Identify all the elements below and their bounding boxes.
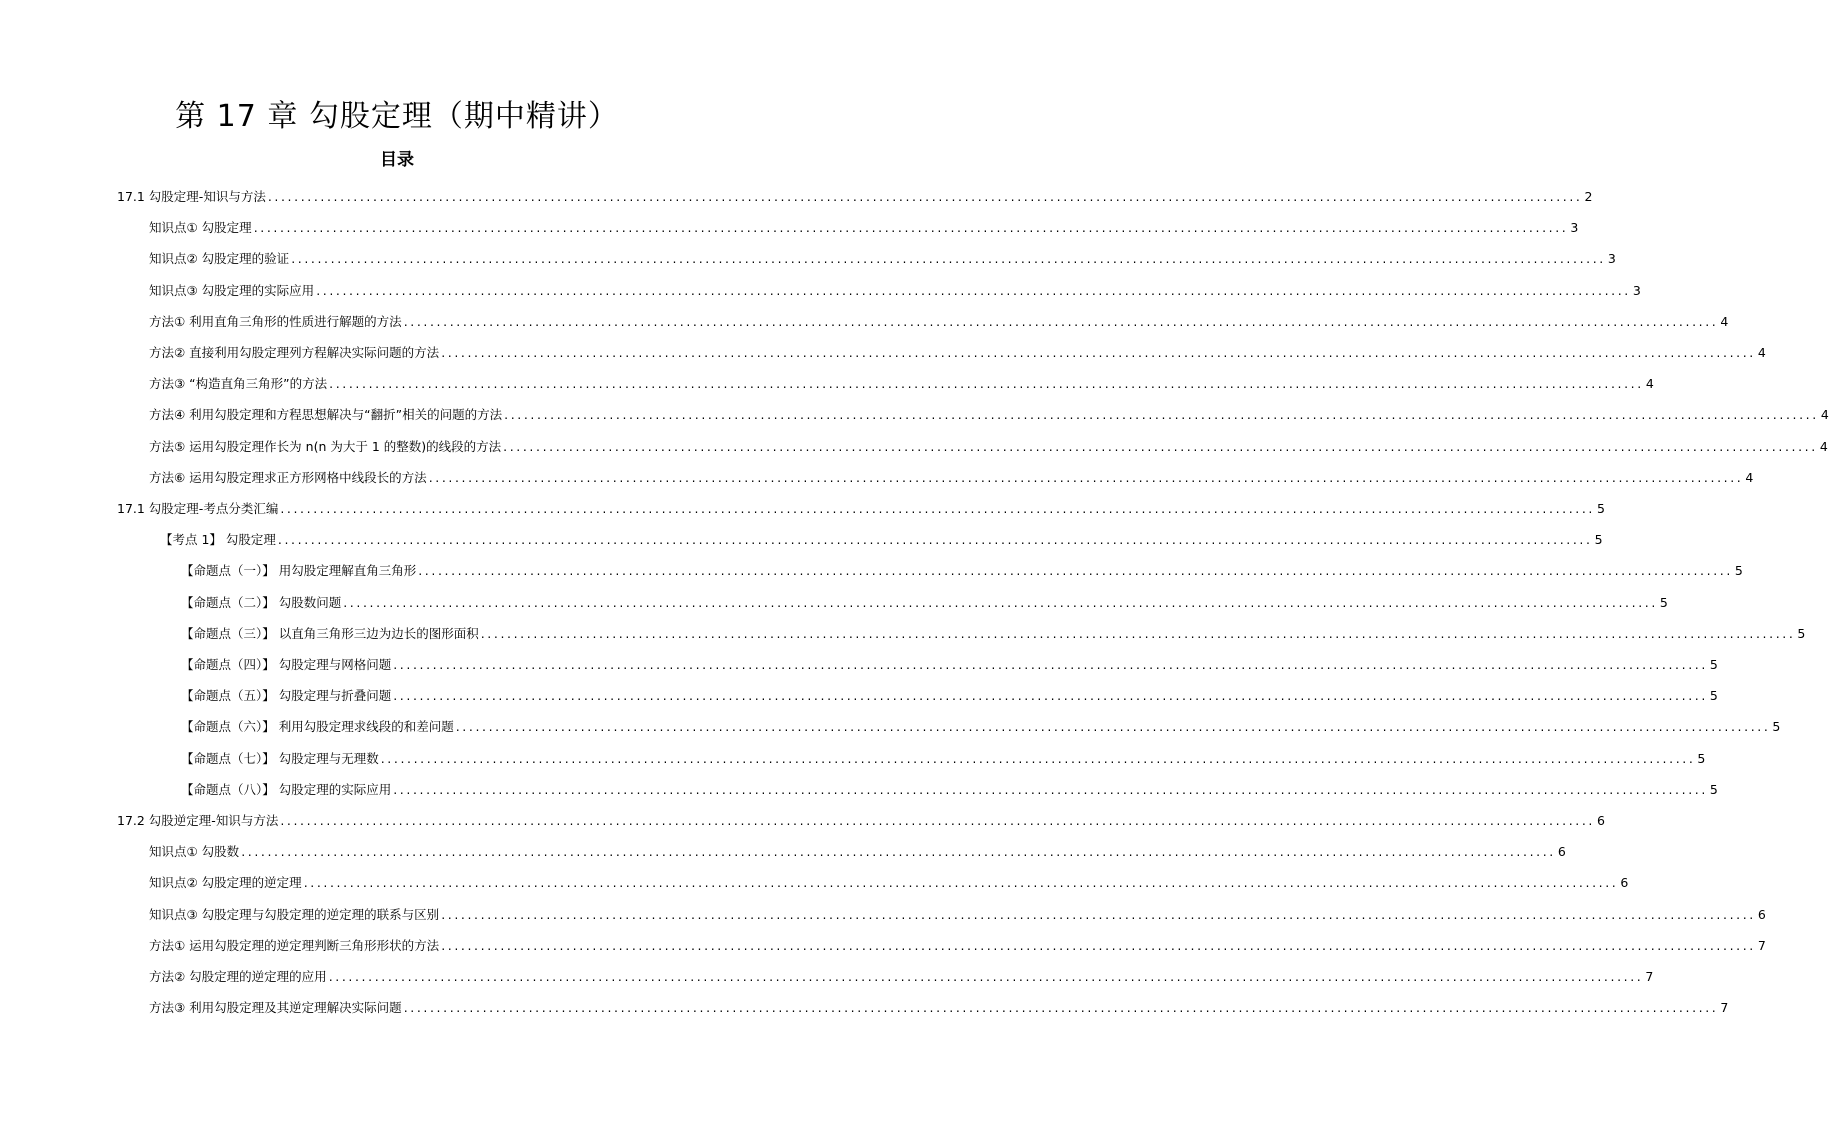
toc-entry-page-number: 5 xyxy=(1709,781,1718,797)
toc-leader-dots: ........................................................................................................................................................................................................ xyxy=(241,844,1556,860)
toc-leader-dots: ........................................................................................................................................................................................................ xyxy=(316,282,1631,298)
toc-leader-dots: ........................................................................................................................................................................................................ xyxy=(418,563,1733,579)
toc-leader-dots: ........................................................................................................................................................................................................ xyxy=(503,438,1818,454)
toc-entry-page-number: 4 xyxy=(1720,313,1729,329)
toc-entry-page-number: 5 xyxy=(1734,563,1743,579)
toc-entry-page-number: 6 xyxy=(1757,906,1766,922)
toc-entry-page-number: 4 xyxy=(1820,407,1829,423)
toc-entry[interactable] xyxy=(149,276,1641,300)
toc-entry[interactable] xyxy=(149,463,1754,487)
toc-entry-page-number: 5 xyxy=(1797,625,1806,641)
toc-entry-label: 知识点③ 勾股定理与勾股定理的逆定理的联系与区别 xyxy=(149,906,440,922)
toc-entry-label: 方法③ “构造直角三角形”的方法 xyxy=(149,376,328,392)
toc-entry-page-number: 5 xyxy=(1709,688,1718,704)
toc-entry[interactable] xyxy=(149,837,1566,861)
toc-entry-page-number: 7 xyxy=(1720,1000,1729,1016)
toc-entry-label: 17.2 勾股逆定理-知识与方法 xyxy=(117,813,279,828)
toc-entry[interactable] xyxy=(149,307,1729,331)
toc-entry-page-number: 5 xyxy=(1709,657,1718,672)
toc-entry-label: 【命题点（一）】 用勾股定理解直角三角形 xyxy=(181,563,417,579)
toc-entry-page-number: 7 xyxy=(1645,969,1654,984)
toc-entry-label: 【命题点（三）】 以直角三角形三边为边长的图形面积 xyxy=(181,625,479,641)
toc-entry[interactable] xyxy=(149,962,1654,986)
toc-entry-label: 方法⑤ 运用勾股定理作长为 n(n 为大于 1 的整数)的线段的方法 xyxy=(149,438,502,454)
toc-leader-dots: ........................................................................................................................................................................................................ xyxy=(267,189,1583,204)
toc-leader-dots: ........................................................................................................................................................................................................ xyxy=(291,251,1606,267)
toc-entry[interactable] xyxy=(149,432,1828,456)
toc-entry-page-number: 3 xyxy=(1570,220,1579,236)
toc-entry-page-number: 5 xyxy=(1659,594,1668,610)
toc-entry[interactable] xyxy=(181,712,1781,736)
toc-entry-label: 方法② 直接利用勾股定理列方程解决实际问题的方法 xyxy=(149,345,440,360)
toc-entry[interactable] xyxy=(149,931,1766,955)
toc-entry-label: 【命题点（二）】 勾股数问题 xyxy=(181,594,342,610)
toc-entry[interactable] xyxy=(181,556,1743,580)
toc-entry-page-number: 6 xyxy=(1620,875,1629,891)
toc-entry-label: 知识点② 勾股定理的验证 xyxy=(149,251,290,267)
toc-entry-label: 【命题点（四）】 勾股定理与网格问题 xyxy=(181,657,392,672)
toc-entry-page-number: 5 xyxy=(1594,532,1603,548)
toc-entry[interactable] xyxy=(117,494,1605,518)
toc-leader-dots: ........................................................................................................................................................................................................ xyxy=(393,781,1708,797)
toc-entry[interactable] xyxy=(117,806,1605,830)
toc-leader-dots: ........................................................................................................................................................................................................ xyxy=(441,345,1756,360)
toc-leader-dots: ........................................................................................................................................................................................................ xyxy=(280,501,1596,516)
toc-entry-label: 【命题点（七）】 勾股定理与无理数 xyxy=(181,750,379,766)
toc-entry-label: 知识点① 勾股定理 xyxy=(149,220,252,236)
toc-leader-dots: ........................................................................................................................................................................................................ xyxy=(343,594,1658,610)
toc-leader-dots: ........................................................................................................................................................................................................ xyxy=(277,532,1593,548)
toc-leader-dots: ........................................................................................................................................................................................................ xyxy=(441,906,1756,922)
toc-entry-label: 知识点③ 勾股定理的实际应用 xyxy=(149,282,315,298)
toc-leader-dots: ........................................................................................................................................................................................................ xyxy=(329,376,1644,392)
toc-entry[interactable] xyxy=(149,369,1654,393)
toc-entry[interactable] xyxy=(149,868,1629,892)
toc-leader-dots: ........................................................................................................................................................................................................ xyxy=(253,220,1569,236)
toc-leader-dots: ........................................................................................................................................................................................................ xyxy=(380,750,1696,766)
toc-entry-page-number: 7 xyxy=(1757,937,1766,953)
toc-entry-label: 方法⑥ 运用勾股定理求正方形网格中线段长的方法 xyxy=(149,469,427,485)
toc-entry-page-number: 5 xyxy=(1697,750,1706,766)
toc-entry[interactable] xyxy=(149,244,1616,268)
toc-entry-page-number: 2 xyxy=(1584,189,1593,204)
toc-entry-label: 方法① 运用勾股定理的逆定理判断三角形形状的方法 xyxy=(149,937,440,953)
toc-entry[interactable] xyxy=(181,588,1668,612)
toc-leader-dots: ........................................................................................................................................................................................................ xyxy=(441,937,1756,953)
toc-entry[interactable] xyxy=(117,182,1593,206)
toc-entry-page-number: 5 xyxy=(1597,501,1605,516)
toc-entry-label: 【命题点（五）】 勾股定理与折叠问题 xyxy=(181,688,392,704)
toc-entry-label: 方法④ 利用勾股定理和方程思想解决与“翻折”相关的问题的方法 xyxy=(149,407,503,423)
document-title: 第 17 章 勾股定理（期中精讲） xyxy=(175,99,619,134)
toc-entry[interactable] xyxy=(149,900,1766,924)
toc-entry-label: 知识点② 勾股定理的逆定理 xyxy=(149,875,302,891)
toc-entry[interactable] xyxy=(149,213,1579,237)
toc-entry-page-number: 5 xyxy=(1772,719,1781,735)
toc-entry-page-number: 4 xyxy=(1645,376,1654,392)
toc-entry-label: 【考点 1】 勾股定理 xyxy=(160,532,276,548)
toc-entry[interactable] xyxy=(149,338,1766,362)
toc-entry-page-number: 6 xyxy=(1597,813,1605,828)
toc-leader-dots: ........................................................................................................................................................................................................ xyxy=(393,657,1708,672)
toc-entry[interactable] xyxy=(181,681,1718,705)
toc-leader-dots: ........................................................................................................................................................................................................ xyxy=(403,1000,1719,1016)
toc-leader-dots: ........................................................................................................................................................................................................ xyxy=(455,719,1771,735)
toc-entry-label: 方法① 利用直角三角形的性质进行解题的方法 xyxy=(149,313,402,329)
toc-entry[interactable] xyxy=(160,525,1603,549)
toc-leader-dots: ........................................................................................................................................................................................................ xyxy=(303,875,1619,891)
toc-heading: 目录 xyxy=(380,150,414,170)
toc-leader-dots: ........................................................................................................................................................................................................ xyxy=(328,969,1644,984)
toc-entry[interactable] xyxy=(181,650,1718,674)
toc-leader-dots: ........................................................................................................................................................................................................ xyxy=(428,469,1744,485)
toc-leader-dots: ........................................................................................................................................................................................................ xyxy=(280,813,1596,828)
toc-entry-label: 【命题点（八）】 勾股定理的实际应用 xyxy=(181,781,392,797)
toc-entry-page-number: 4 xyxy=(1745,469,1754,485)
toc-entry-label: 17.1 勾股定理-考点分类汇编 xyxy=(117,501,279,516)
toc-entry[interactable] xyxy=(149,993,1729,1017)
toc-entry-page-number: 3 xyxy=(1632,282,1641,298)
toc-entry-label: 知识点① 勾股数 xyxy=(149,844,240,860)
toc-leader-dots: ........................................................................................................................................................................................................ xyxy=(504,407,1819,423)
toc-leader-dots: ........................................................................................................................................................................................................ xyxy=(403,313,1719,329)
toc-entry-page-number: 3 xyxy=(1607,251,1616,267)
toc-entry-page-number: 4 xyxy=(1819,438,1828,454)
toc-entry[interactable] xyxy=(181,619,1806,643)
toc-leader-dots: ........................................................................................................................................................................................................ xyxy=(393,688,1708,704)
toc-entry-label: 17.1 勾股定理-知识与方法 xyxy=(117,189,266,204)
toc-entry[interactable] xyxy=(181,775,1718,799)
toc-entry[interactable] xyxy=(149,400,1829,424)
toc-entry-page-number: 6 xyxy=(1557,844,1566,860)
toc-entry-label: 【命题点（六）】 利用勾股定理求线段的和差问题 xyxy=(181,719,454,735)
toc-leader-dots: ........................................................................................................................................................................................................ xyxy=(480,625,1796,641)
toc-entry-label: 方法③ 利用勾股定理及其逆定理解决实际问题 xyxy=(149,1000,402,1016)
toc-entry-label: 方法② 勾股定理的逆定理的应用 xyxy=(149,969,327,984)
toc-entry-page-number: 4 xyxy=(1757,345,1766,360)
toc-entry[interactable] xyxy=(181,744,1706,768)
